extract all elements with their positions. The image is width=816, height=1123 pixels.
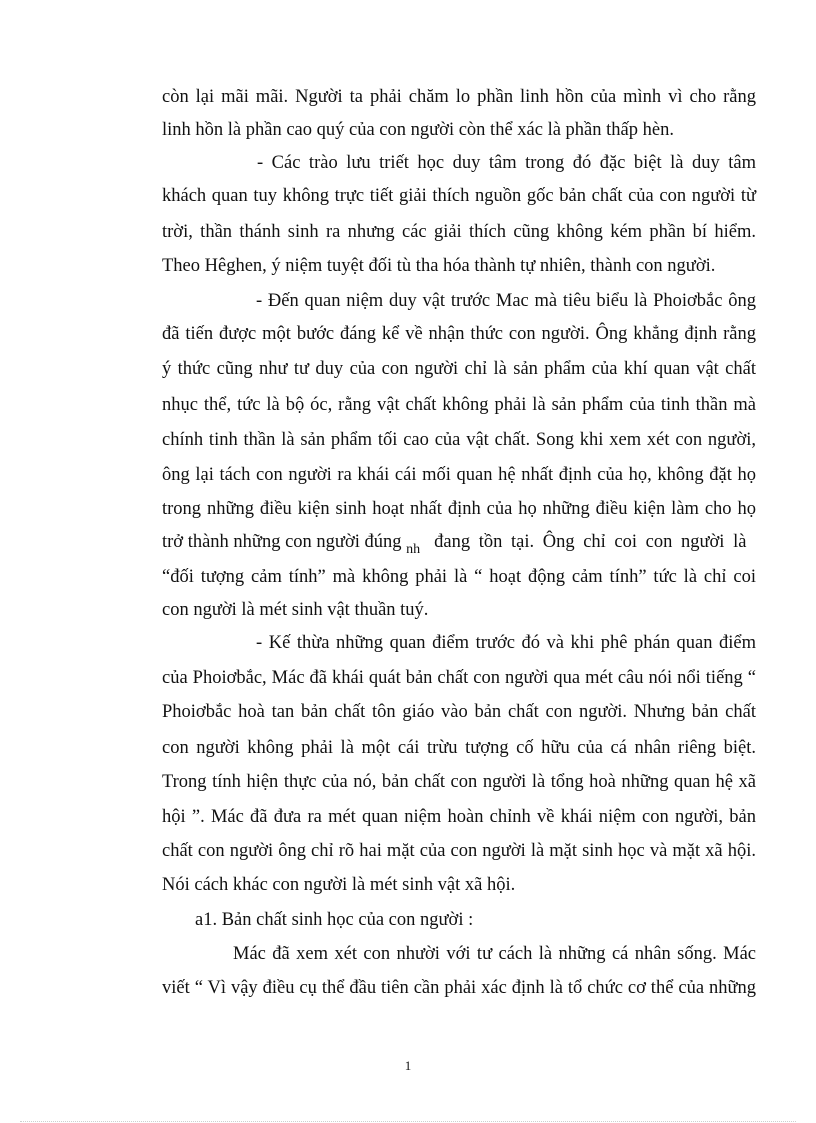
- text-line: Theo Hêghen, ý niệm tuyệt đối tù tha hóa thành tự nhiên, thành con người.: [162, 256, 716, 276]
- text-line: - Kế thừa những quan điểm trước đó và khi phê phán quan điểm: [256, 633, 756, 653]
- text-line: chất con người ông chỉ rõ hai mặt của con người là mặt sinh học và mặt xã hội.: [162, 841, 756, 861]
- text-line: ý thức cũng như tư duy của con người chỉ là sản phẩm của khí quan vật chất: [162, 359, 756, 379]
- text-line: Mác đã xem xét con nhười với tư cách là những cá nhân sống. Mác: [233, 944, 756, 964]
- text-line: nhục thể, tức là bộ óc, rằng vật chất không phải là sản phẩm của tinh thần mà: [162, 395, 756, 415]
- text-line: viết “ Vì vậy điều cụ thể đầu tiên cần phải xác định là tổ chức cơ thể của những: [162, 978, 756, 998]
- text-line: con người là mét sinh vật thuần tuý.: [162, 600, 429, 620]
- text-line: Nói cách khác con người là mét sinh vật xã hội.: [162, 875, 516, 895]
- text-line: chính tinh thần là sản phẩm tối cao của vật chất. Song khi xem xét con người,: [162, 430, 756, 450]
- section-heading: a1. Bản chất sinh học của con người :: [195, 910, 474, 930]
- text-line: khách quan tuy không trực tiết giải thích nguồn gốc bản chất của con người từ: [162, 186, 756, 206]
- text-line: linh hồn là phần cao quý của con người còn thể xác là phần thấp hèn.: [162, 120, 674, 140]
- text-line: của Phoiơbắc, Mác đã khái quát bản chất con người qua mét câu nói nổi tiếng “: [162, 668, 756, 688]
- subscript-fragment: nh: [406, 542, 421, 557]
- text-line: trong những điều kiện sinh hoạt nhất định của họ những điều kiện làm cho họ: [162, 499, 756, 519]
- text-line: con người không phải là một cái trừu tượng cố hữu của cá nhân riêng biệt.: [162, 738, 756, 758]
- text-line: trời, thần thánh sinh ra nhưng các giải thích cũng không kém phần bí hiểm.: [162, 222, 756, 242]
- text-line: hội ”. Mác đã đưa ra mét quan niệm hoàn chỉnh về khái niệm con người, bản: [162, 807, 756, 827]
- text-line: ông lại tách con người ra khái cái mối quan hệ nhất định của họ, không đặt họ: [162, 465, 756, 485]
- text-line: [162, 530, 756, 556]
- text-line: “đối tượng cảm tính” mà không phải là “ hoạt động cảm tính” tức là chỉ coi: [162, 567, 756, 587]
- text-line: còn lại mãi mãi. Người ta phải chăm lo phần linh hồn của mình vì cho rằng: [162, 87, 756, 107]
- text-line: - Đến quan niệm duy vật trước Mac mà tiêu biểu là Phoiơbắc ông: [256, 291, 756, 311]
- text-line: Trong tính hiện thực của nó, bản chất con người là tổng hoà những quan hệ xã: [162, 772, 756, 792]
- text-line: Phoiơbắc hoà tan bản chất tôn giáo vào bản chất con người. Nhưng bản chất: [162, 702, 756, 722]
- text-line: đã tiến được một bước đáng kể về nhận thức con người. Ông khẳng định rằng: [162, 324, 756, 344]
- page-number: 1: [404, 1058, 412, 1073]
- page-bottom-border: [20, 1121, 796, 1122]
- text-fragment: trở thành những con người đúng: [162, 532, 402, 552]
- text-line: - Các trào lưu triết học duy tâm trong đó đặc biệt là duy tâm: [257, 153, 756, 173]
- text-fragment: đang tồn tại. Ông chỉ coi con người là: [434, 532, 747, 552]
